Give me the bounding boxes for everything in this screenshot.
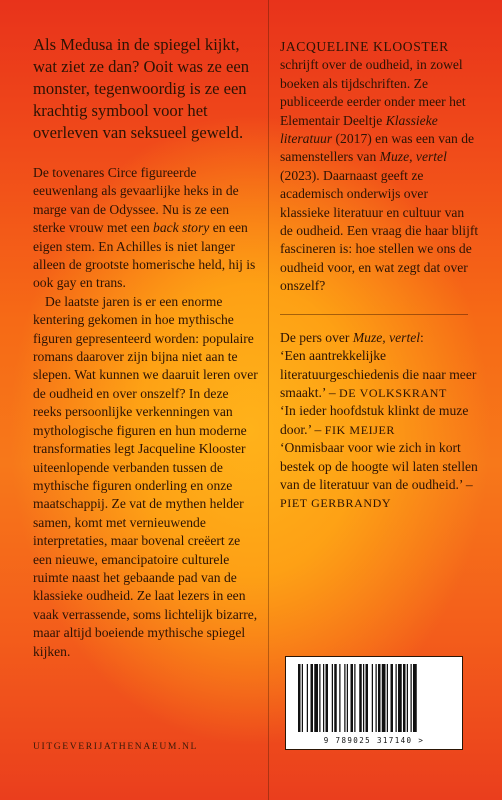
quote-source: DE VOLKSKRANT — [339, 385, 447, 400]
publisher-website: UITGEVERIJATHENAEUM.NL — [33, 741, 198, 752]
barcode-bar — [411, 664, 412, 732]
press-quote: ‘Een aantrekkelijke literatuurgeschiedenis die naar meer smaakt.’ – DE VOLKSKRANT — [280, 348, 477, 400]
book-title-1: Klassieke literatuur — [280, 112, 438, 147]
barcode-bar — [382, 664, 386, 732]
barcode-bar — [391, 664, 394, 732]
description-paragraph-2: De laatste jaren is er een enorme kentering gekomen in hoe mythische figuren gepresenteerd worden: populaire romans daarover zijn bijna niet aan te slepen. Wat kunnen we daaruit leren over de oudheid en over onszelf? In deze reeks persoonlijke verkenningen van mythologische figuren en hun moderne transformaties legt Jacqueline Klooster uiteenlopende verbanden tussen de mythische figuren onderling en onze maatschappij. Ze vat de mythen helder samen, komt met vernieuwende interpretaties, maar bovenal creëert ze een nieuwe, emancipatoire culturele ruimte naast het gebaande pad van de klassieke oudheid. Ze laat lezers in een vaak verrassende, soms lichtelijk bizarre, maar altijd boeiende mythische spiegel kijken. — [33, 293, 258, 659]
isbn-number: 9 789025 317140 > — [323, 736, 425, 745]
barcode-bar — [407, 664, 408, 732]
barcode-bar — [366, 664, 369, 732]
quote-source: PIET GERBRANDY — [280, 496, 392, 511]
isbn-barcode — [285, 656, 463, 750]
barcode-bar — [347, 664, 348, 732]
barcode-bar — [372, 664, 373, 732]
barcode-bar — [396, 664, 397, 732]
barcode-bar — [387, 664, 388, 732]
description-paragraph-1: De tovenares Circe figureerde eeuwenlang als gevaarlijke heks in de marge van de Odyssee. Nu is ze een sterke vrouw met een back story en een eigen stem. En Achilles is niet langer alleen de grootste homerische held, hij is ook gay en trans. — [33, 165, 256, 291]
barcode-bar — [359, 664, 362, 732]
barcode-bar — [403, 664, 406, 732]
barcode-bar — [334, 664, 337, 732]
barcode-bar — [302, 664, 303, 732]
barcode-bar — [314, 664, 318, 732]
barcode-bar — [363, 664, 364, 732]
barcode-bar — [307, 664, 308, 732]
press-heading: De pers over Muze, vertel: — [280, 329, 424, 345]
barcode-bar — [339, 664, 340, 732]
description — [33, 164, 258, 661]
quote-source: FIK MEIJER — [324, 422, 396, 437]
barcode-bar — [319, 664, 320, 732]
author-name: JACQUELINE KLOOSTER — [280, 39, 449, 54]
barcode-bar — [354, 664, 355, 732]
section-rule — [280, 314, 468, 315]
barcode-bar — [344, 664, 345, 732]
barcode-bar — [398, 664, 402, 732]
emphasis-back-story: back story — [153, 220, 210, 236]
press-quote: ‘Onmisbaar voor wie zich in kort bestek op de hoogte wil laten stellen van de literatuur van de oudheid.’ – PIET GERBRANDY — [280, 440, 478, 511]
intro-text: Als Medusa in de spiegel kijkt, wat ziet ze dan? Ooit was ze een monster, tegenwoordig is ze een krachtig symbool voor het overleven van seksueel geweld. — [33, 35, 250, 142]
column-divider — [268, 0, 269, 800]
right-column — [280, 38, 480, 513]
barcode-bar — [413, 664, 417, 732]
barcode-bar — [311, 664, 314, 732]
barcode-bar — [323, 664, 324, 732]
press-quote: ‘In ieder hoofdstuk klinkt de muze door.’ – FIK MEIJER — [280, 403, 469, 437]
barcode-bar — [332, 664, 333, 732]
barcode-bar — [378, 664, 381, 732]
author-bio: JACQUELINE KLOOSTER schrijft over de oudheid, in zowel boeken als tijdschriften. Ze publiceerde eerder onder meer het Elementair Deeltje Klassieke literatuur (2017) en was een van de samenstellers van Muze, vertel (2023). Daarnaast geeft ze academisch onderwijs over klassieke literatuur en cultuur van de oudheid. Een vraag die haar blijft fascineren is: hoe stellen we ons de oudheid voor, en wat zegt dat over onszelf? — [280, 39, 479, 294]
barcode-bars — [298, 664, 450, 732]
barcode-bar — [298, 664, 301, 732]
barcode-bar — [351, 664, 354, 732]
barcode-bar — [376, 664, 377, 732]
barcode-bar — [326, 664, 329, 732]
book-title-2: Muze, vertel — [379, 149, 447, 165]
left-column — [33, 34, 258, 661]
